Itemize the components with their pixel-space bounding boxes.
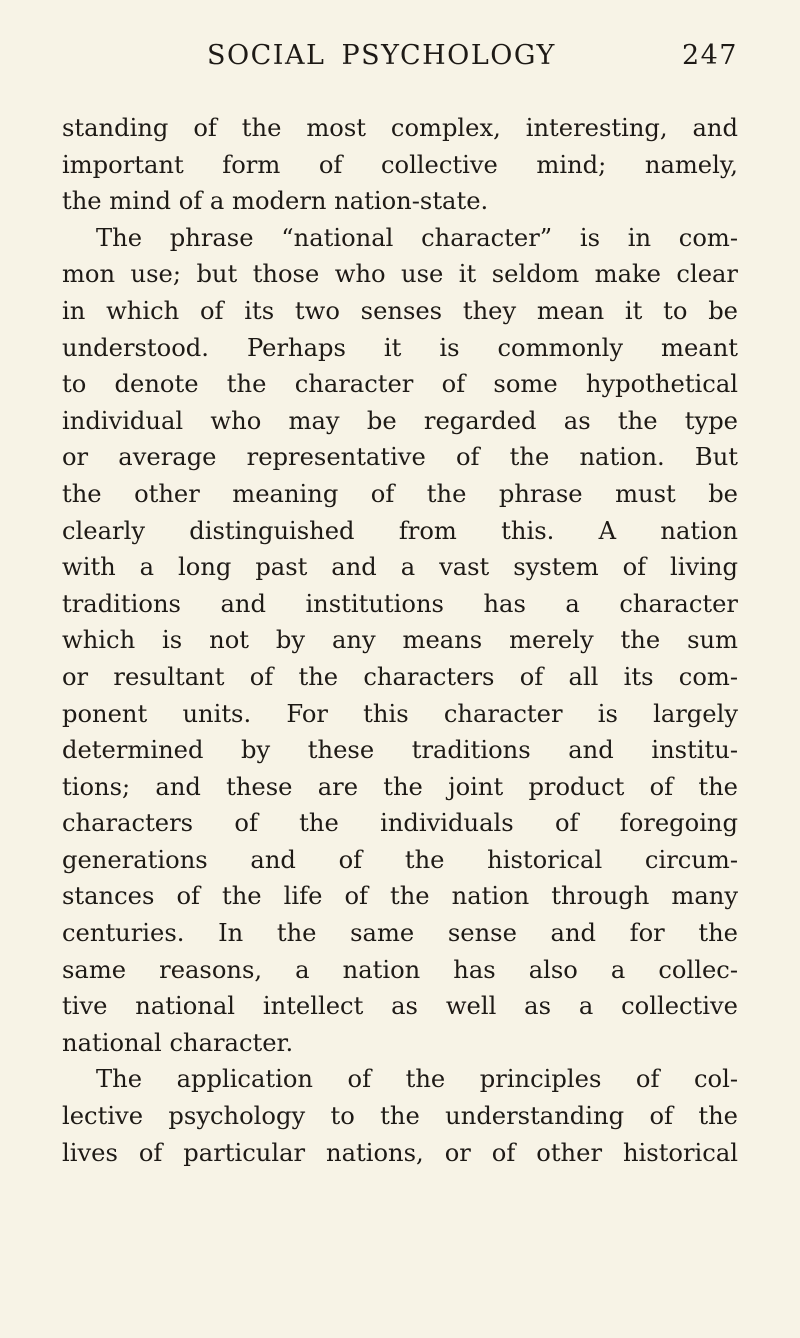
text-line: understood. Perhaps it is commonly meant [62,333,738,362]
text-line: the mind of a modern nation-state. [62,187,489,216]
text-line: or resultant of the characters of all its com- [62,662,738,691]
text-line: in which of its two senses they mean it to be [62,296,738,325]
text-line: The phrase “national character” is in com- [96,223,738,252]
page-number: 247 [681,40,738,71]
text-line: determined by these traditions and institu- [62,736,738,765]
text-line: lective psychology to the understanding of the [62,1102,738,1131]
text-line: lives of particular nations, or of other historical [62,1138,738,1167]
book-page [62,40,738,1171]
text-line: centuries. In the same sense and for the [62,919,738,948]
text-line: important form of collective mind; namely, [62,150,738,179]
text-line: to denote the character of some hypothetical [62,370,738,399]
text-line: same reasons, a nation has also a collec- [62,955,738,984]
text-line: which is not by any means merely the sum [62,626,738,655]
text-line: mon use; but those who use it seldom make clear [62,260,738,289]
text-line: national character. [62,1028,294,1057]
text-line: ponent units. For this character is largely [62,699,738,728]
text-line: generations and of the historical circum- [62,845,738,874]
text-line: tive national intellect as well as a collective [62,992,738,1021]
text-line: or average representative of the nation. But [62,443,738,472]
text-line: clearly distinguished from this. A nation [62,516,738,545]
running-head [62,40,738,92]
text-line: tions; and these are the joint product of the [62,772,738,801]
text-line: stances of the life of the nation through many [62,882,738,911]
text-line: traditions and institutions has a character [62,589,738,618]
body-text [62,110,738,1171]
running-head-title: SOCIAL PSYCHOLOGY [207,40,556,71]
text-line: The application of the principles of col- [96,1065,738,1094]
text-line: standing of the most complex, interesting, and [62,114,738,142]
text-line: the other meaning of the phrase must be [62,479,738,508]
text-line: individual who may be regarded as the type [62,406,738,435]
text-line: with a long past and a vast system of living [62,553,738,582]
text-line: characters of the individuals of foregoing [62,809,738,838]
